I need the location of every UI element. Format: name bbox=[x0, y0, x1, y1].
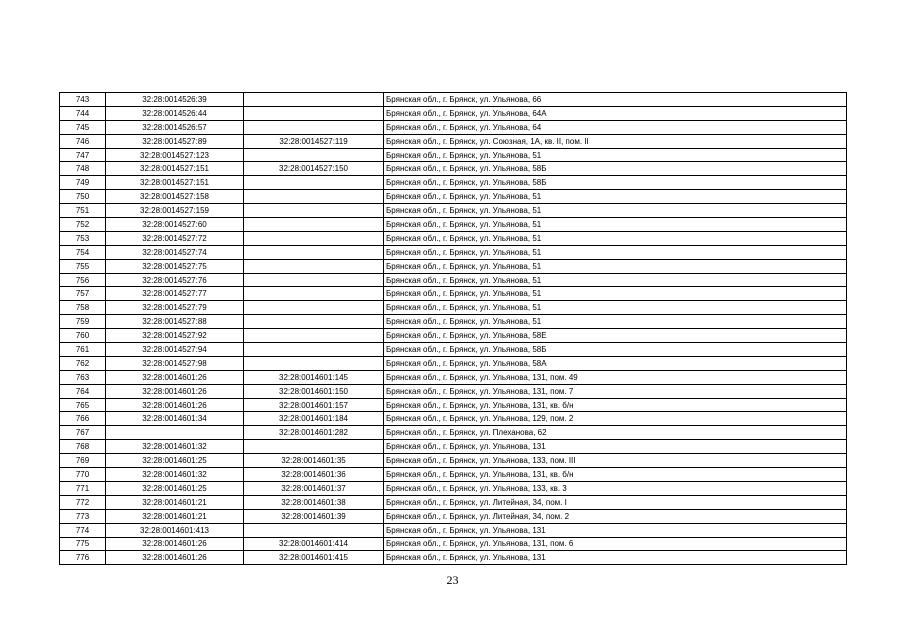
table-row bbox=[60, 273, 847, 287]
cadastral-number-cell: 32:28:0014601:32 bbox=[106, 440, 244, 454]
row-number-cell: 767 bbox=[60, 426, 106, 440]
address-cell: Брянская обл., г. Брянск, ул. Ульянова, 133, кв. 3 bbox=[384, 481, 847, 495]
address-cell: Брянская обл., г. Брянск, ул. Ульянова, 51 bbox=[384, 218, 847, 232]
table-row bbox=[60, 412, 847, 426]
table-row bbox=[60, 162, 847, 176]
row-number-cell: 752 bbox=[60, 218, 106, 232]
row-number-cell: 769 bbox=[60, 454, 106, 468]
row-number-cell: 758 bbox=[60, 301, 106, 315]
address-cell: Брянская обл., г. Брянск, ул. Ульянова, 64 bbox=[384, 120, 847, 134]
row-number-cell: 771 bbox=[60, 481, 106, 495]
cadastral-number-cell: 32:28:0014526:57 bbox=[106, 120, 244, 134]
table-row bbox=[60, 551, 847, 565]
sub-object-number-cell: 32:28:0014601:39 bbox=[244, 509, 384, 523]
table-row bbox=[60, 495, 847, 509]
address-cell: Брянская обл., г. Брянск, ул. Ульянова, 51 bbox=[384, 231, 847, 245]
cadastral-number-cell: 32:28:0014601:26 bbox=[106, 370, 244, 384]
sub-object-number-cell: 32:28:0014527:150 bbox=[244, 162, 384, 176]
row-number-cell: 748 bbox=[60, 162, 106, 176]
table-row bbox=[60, 231, 847, 245]
sub-object-number-cell bbox=[244, 93, 384, 107]
sub-object-number-cell: 32:28:0014601:415 bbox=[244, 551, 384, 565]
row-number-cell: 756 bbox=[60, 273, 106, 287]
sub-object-number-cell bbox=[244, 356, 384, 370]
address-cell: Брянская обл., г. Брянск, ул. Литейная, 34, пом. 2 bbox=[384, 509, 847, 523]
sub-object-number-cell bbox=[244, 218, 384, 232]
cadastral-number-cell: 32:28:0014527:98 bbox=[106, 356, 244, 370]
address-cell: Брянская обл., г. Брянск, ул. Ульянова, 58Е bbox=[384, 329, 847, 343]
address-cell: Брянская обл., г. Брянск, ул. Ульянова, 51 bbox=[384, 259, 847, 273]
sub-object-number-cell bbox=[244, 259, 384, 273]
cadastral-number-cell: 32:28:0014601:26 bbox=[106, 384, 244, 398]
address-cell: Брянская обл., г. Брянск, ул. Ульянова, 51 bbox=[384, 301, 847, 315]
table-row bbox=[60, 509, 847, 523]
cadastral-number-cell: 32:28:0014601:25 bbox=[106, 454, 244, 468]
table-row bbox=[60, 370, 847, 384]
table-row bbox=[60, 148, 847, 162]
address-cell: Брянская обл., г. Брянск, ул. Плеханова, 62 bbox=[384, 426, 847, 440]
row-number-cell: 764 bbox=[60, 384, 106, 398]
cadastral-number-cell: 32:28:0014527:151 bbox=[106, 162, 244, 176]
address-cell: Брянская обл., г. Брянск, ул. Ульянова, 51 bbox=[384, 245, 847, 259]
cadastral-number-cell: 32:28:0014601:34 bbox=[106, 412, 244, 426]
table-row bbox=[60, 245, 847, 259]
sub-object-number-cell bbox=[244, 231, 384, 245]
row-number-cell: 770 bbox=[60, 468, 106, 482]
address-cell: Брянская обл., г. Брянск, ул. Ульянова, 51 bbox=[384, 148, 847, 162]
address-cell: Брянская обл., г. Брянск, ул. Ульянова, 66 bbox=[384, 93, 847, 107]
row-number-cell: 766 bbox=[60, 412, 106, 426]
address-cell: Брянская обл., г. Брянск, ул. Ульянова, 51 bbox=[384, 287, 847, 301]
cadastral-number-cell: 32:28:0014601:32 bbox=[106, 468, 244, 482]
row-number-cell: 761 bbox=[60, 343, 106, 357]
table-row bbox=[60, 481, 847, 495]
address-cell: Брянская обл., г. Брянск, ул. Ульянова, 64А bbox=[384, 106, 847, 120]
table-row bbox=[60, 440, 847, 454]
address-cell: Брянская обл., г. Брянск, ул. Ульянова, 131, пом. 49 bbox=[384, 370, 847, 384]
sub-object-number-cell bbox=[244, 329, 384, 343]
address-cell: Брянская обл., г. Брянск, ул. Союзная, 1А, кв. II, пом. II bbox=[384, 134, 847, 148]
cadastral-number-cell: 32:28:0014601:26 bbox=[106, 551, 244, 565]
cadastral-number-cell: 32:28:0014527:75 bbox=[106, 259, 244, 273]
sub-object-number-cell bbox=[244, 245, 384, 259]
row-number-cell: 775 bbox=[60, 537, 106, 551]
sub-object-number-cell: 32:28:0014601:282 bbox=[244, 426, 384, 440]
row-number-cell: 762 bbox=[60, 356, 106, 370]
sub-object-number-cell: 32:28:0014601:145 bbox=[244, 370, 384, 384]
row-number-cell: 749 bbox=[60, 176, 106, 190]
sub-object-number-cell bbox=[244, 440, 384, 454]
address-cell: Брянская обл., г. Брянск, ул. Ульянова, 131, кв. б/н bbox=[384, 468, 847, 482]
table-row bbox=[60, 218, 847, 232]
row-number-cell: 773 bbox=[60, 509, 106, 523]
sub-object-number-cell bbox=[244, 287, 384, 301]
address-cell: Брянская обл., г. Брянск, ул. Литейная, 34, пом. I bbox=[384, 495, 847, 509]
row-number-cell: 772 bbox=[60, 495, 106, 509]
sub-object-number-cell bbox=[244, 190, 384, 204]
cadastral-number-cell: 32:28:0014527:60 bbox=[106, 218, 244, 232]
sub-object-number-cell bbox=[244, 301, 384, 315]
page-number: 23 bbox=[446, 573, 459, 587]
table-row bbox=[60, 287, 847, 301]
row-number-cell: 755 bbox=[60, 259, 106, 273]
cadastral-number-cell: 32:28:0014527:74 bbox=[106, 245, 244, 259]
sub-object-number-cell: 32:28:0014601:37 bbox=[244, 481, 384, 495]
sub-object-number-cell bbox=[244, 148, 384, 162]
address-cell: Брянская обл., г. Брянск, ул. Ульянова, 58Б bbox=[384, 162, 847, 176]
registry-table-body bbox=[60, 93, 847, 565]
cadastral-number-cell: 32:28:0014527:92 bbox=[106, 329, 244, 343]
sub-object-number-cell bbox=[244, 523, 384, 537]
table-row bbox=[60, 329, 847, 343]
table-row bbox=[60, 190, 847, 204]
table-row bbox=[60, 454, 847, 468]
cadastral-number-cell: 32:28:0014601:26 bbox=[106, 537, 244, 551]
sub-object-number-cell: 32:28:0014601:150 bbox=[244, 384, 384, 398]
cadastral-number-cell: 32:28:0014527:123 bbox=[106, 148, 244, 162]
cadastral-number-cell: 32:28:0014526:39 bbox=[106, 93, 244, 107]
address-cell: Брянская обл., г. Брянск, ул. Ульянова, 133, пом. III bbox=[384, 454, 847, 468]
table-row bbox=[60, 176, 847, 190]
cadastral-number-cell: 32:28:0014527:72 bbox=[106, 231, 244, 245]
cadastral-number-cell: 32:28:0014526:44 bbox=[106, 106, 244, 120]
cadastral-number-cell bbox=[106, 426, 244, 440]
address-cell: Брянская обл., г. Брянск, ул. Ульянова, 131 bbox=[384, 523, 847, 537]
row-number-cell: 768 bbox=[60, 440, 106, 454]
sub-object-number-cell bbox=[244, 106, 384, 120]
row-number-cell: 747 bbox=[60, 148, 106, 162]
sub-object-number-cell: 32:28:0014601:414 bbox=[244, 537, 384, 551]
row-number-cell: 759 bbox=[60, 315, 106, 329]
sub-object-number-cell: 32:28:0014601:38 bbox=[244, 495, 384, 509]
row-number-cell: 750 bbox=[60, 190, 106, 204]
address-cell: Брянская обл., г. Брянск, ул. Ульянова, 51 bbox=[384, 315, 847, 329]
row-number-cell: 754 bbox=[60, 245, 106, 259]
sub-object-number-cell: 32:28:0014601:184 bbox=[244, 412, 384, 426]
cadastral-number-cell: 32:28:0014527:159 bbox=[106, 204, 244, 218]
table-row bbox=[60, 106, 847, 120]
table-row bbox=[60, 343, 847, 357]
cadastral-number-cell: 32:28:0014601:25 bbox=[106, 481, 244, 495]
table-row bbox=[60, 134, 847, 148]
cadastral-number-cell: 32:28:0014601:26 bbox=[106, 398, 244, 412]
row-number-cell: 751 bbox=[60, 204, 106, 218]
row-number-cell: 763 bbox=[60, 370, 106, 384]
address-cell: Брянская обл., г. Брянск, ул. Ульянова, 51 bbox=[384, 190, 847, 204]
table-row bbox=[60, 384, 847, 398]
row-number-cell: 765 bbox=[60, 398, 106, 412]
table-row bbox=[60, 93, 847, 107]
row-number-cell: 757 bbox=[60, 287, 106, 301]
cadastral-number-cell: 32:28:0014527:151 bbox=[106, 176, 244, 190]
address-cell: Брянская обл., г. Брянск, ул. Ульянова, 131 bbox=[384, 551, 847, 565]
table-row bbox=[60, 315, 847, 329]
address-cell: Брянская обл., г. Брянск, ул. Ульянова, 131 bbox=[384, 440, 847, 454]
cadastral-number-cell: 32:28:0014527:158 bbox=[106, 190, 244, 204]
row-number-cell: 776 bbox=[60, 551, 106, 565]
cadastral-number-cell: 32:28:0014601:21 bbox=[106, 509, 244, 523]
sub-object-number-cell bbox=[244, 204, 384, 218]
table-row bbox=[60, 120, 847, 134]
cadastral-number-cell: 32:28:0014601:21 bbox=[106, 495, 244, 509]
cadastral-number-cell: 32:28:0014527:79 bbox=[106, 301, 244, 315]
cadastral-number-cell: 32:28:0014527:77 bbox=[106, 287, 244, 301]
table-row bbox=[60, 468, 847, 482]
sub-object-number-cell: 32:28:0014601:157 bbox=[244, 398, 384, 412]
address-cell: Брянская обл., г. Брянск, ул. Ульянова, 131, кв. б/н bbox=[384, 398, 847, 412]
table-row bbox=[60, 426, 847, 440]
address-cell: Брянская обл., г. Брянск, ул. Ульянова, 58Б bbox=[384, 343, 847, 357]
cadastral-number-cell: 32:28:0014527:88 bbox=[106, 315, 244, 329]
address-cell: Брянская обл., г. Брянск, ул. Ульянова, 129, пом. 2 bbox=[384, 412, 847, 426]
row-number-cell: 745 bbox=[60, 120, 106, 134]
table-row bbox=[60, 204, 847, 218]
cadastral-registry-table bbox=[59, 92, 847, 565]
row-number-cell: 744 bbox=[60, 106, 106, 120]
sub-object-number-cell bbox=[244, 315, 384, 329]
row-number-cell: 746 bbox=[60, 134, 106, 148]
table-row bbox=[60, 259, 847, 273]
table-row bbox=[60, 301, 847, 315]
sub-object-number-cell: 32:28:0014527:119 bbox=[244, 134, 384, 148]
address-cell: Брянская обл., г. Брянск, ул. Ульянова, 51 bbox=[384, 204, 847, 218]
address-cell: Брянская обл., г. Брянск, ул. Ульянова, 131, пом. 6 bbox=[384, 537, 847, 551]
address-cell: Брянская обл., г. Брянск, ул. Ульянова, 58Б bbox=[384, 176, 847, 190]
address-cell: Брянская обл., г. Брянск, ул. Ульянова, 58А bbox=[384, 356, 847, 370]
row-number-cell: 774 bbox=[60, 523, 106, 537]
cadastral-number-cell: 32:28:0014527:94 bbox=[106, 343, 244, 357]
table-row bbox=[60, 356, 847, 370]
table-row bbox=[60, 398, 847, 412]
sub-object-number-cell bbox=[244, 176, 384, 190]
row-number-cell: 753 bbox=[60, 231, 106, 245]
sub-object-number-cell bbox=[244, 343, 384, 357]
sub-object-number-cell: 32:28:0014601:35 bbox=[244, 454, 384, 468]
cadastral-number-cell: 32:28:0014527:89 bbox=[106, 134, 244, 148]
table-row bbox=[60, 537, 847, 551]
cadastral-number-cell: 32:28:0014527:76 bbox=[106, 273, 244, 287]
sub-object-number-cell bbox=[244, 273, 384, 287]
table-row bbox=[60, 523, 847, 537]
row-number-cell: 760 bbox=[60, 329, 106, 343]
row-number-cell: 743 bbox=[60, 93, 106, 107]
address-cell: Брянская обл., г. Брянск, ул. Ульянова, 131, пом. 7 bbox=[384, 384, 847, 398]
cadastral-number-cell: 32:28:0014601:413 bbox=[106, 523, 244, 537]
sub-object-number-cell bbox=[244, 120, 384, 134]
address-cell: Брянская обл., г. Брянск, ул. Ульянова, 51 bbox=[384, 273, 847, 287]
sub-object-number-cell: 32:28:0014601:36 bbox=[244, 468, 384, 482]
